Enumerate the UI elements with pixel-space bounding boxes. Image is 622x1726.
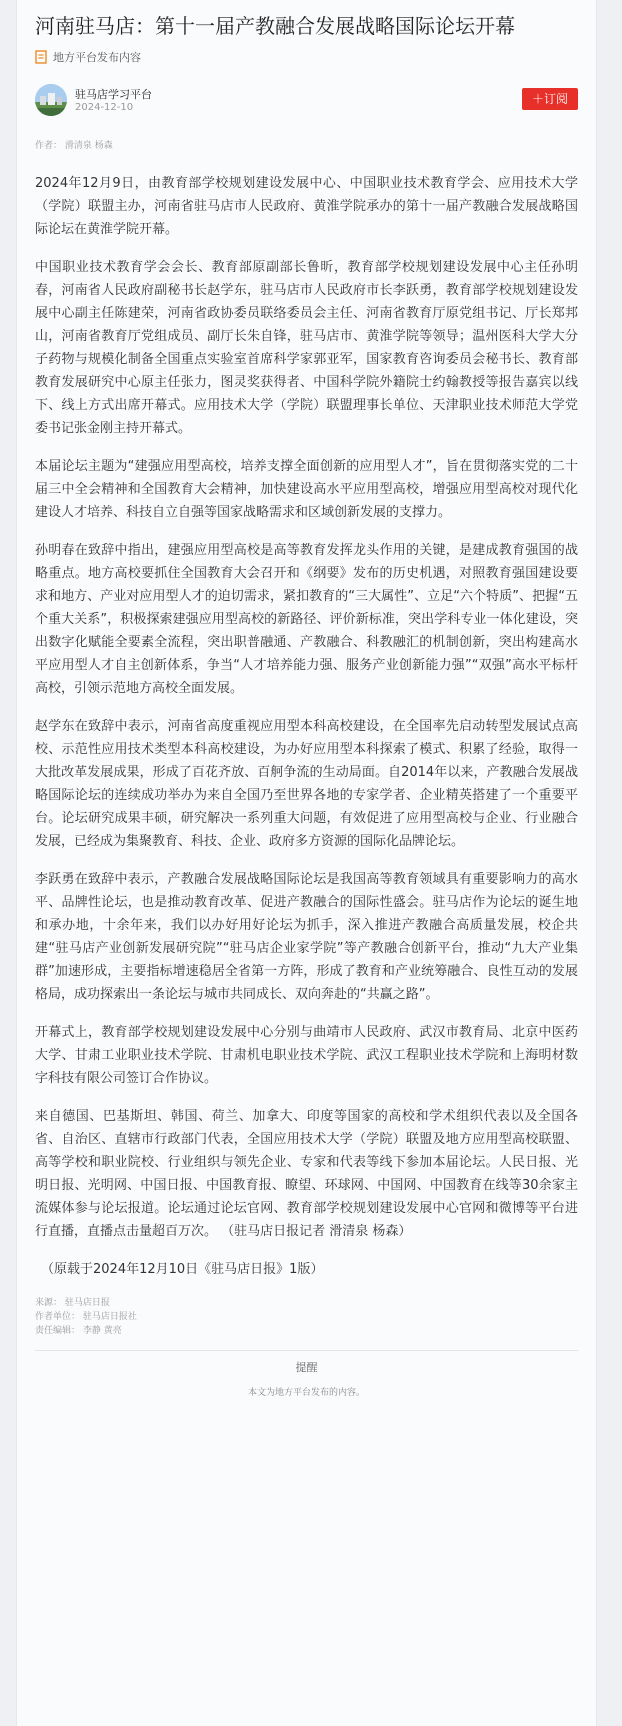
paragraph: 孙明春在致辞中指出，建强应用型高校是高等教育发挥龙头作用的关键，是建成教育强国的战略重点。地方高校要抓住全国教育大会召开和《纲要》发布的历史机遇，对照教育强国建设要求和地方、产业对应用型人才的迫切需求，紧扣教育的“三大属性”、立足“六个特质”、把握“五个重大关系”，积极探索建强应用型高校的新路径、评价新标准，突出学科专业一体化建设，突出数字化赋能全要素全流程，突出职普融通、产教融合、科教融汇的机制创新，突出构建高水平应用型人才自主创新体系，争当“人才培养能力强、服务产业创新能力强”“双强”高水平标杆高校，引领示范地方高校全面发展。 <box>35 543 578 696</box>
article-meta <box>35 1296 578 1338</box>
paragraph: 2024年12月9日，由教育部学校规划建设发展中心、中国职业技术教育学会、应用技术大学（学院）联盟主办，河南省驻马店市人民政府、黄淮学院承办的第十一届产教融合发展战略国际论坛在黄淮学院开幕。 <box>35 176 578 237</box>
article-title: 河南驻马店：第十一届产教融合发展战略国际论坛开幕 <box>35 14 515 38</box>
source-label: 地方平台发布内容 <box>53 51 141 64</box>
meta-source: 来源： 驻马店日报 <box>35 1298 110 1308</box>
paragraph: 中国职业技术教育学会会长、教育部原副部长鲁昕，教育部学校规划建设发展中心主任孙明春，河南省人民政府副秘书长赵学东，驻马店市人民政府市长李跃勇，教育部学校规划建设发展中心副主任陈建荣，河南省政协委员联络委员会主任、河南省教育厅原党组书记、厅长郑邦山，河南省教育厅党组成员、副厅长朱自锋，驻马店市、黄淮学院等领导；温州医科大学大分子药物与规模化制备全国重点实验室首席科学家郭亚军，国家教育咨询委员会秘书长、教育部教育发展研究中心原主任张力，图灵奖获得者、中国科学院外籍院士约翰教授等报告嘉宾以线下、线上方式出席开幕式。应用技术大学（学院）联盟理事长单位、天津职业技术师范大学党委书记张金刚主持开幕式。 <box>35 260 578 436</box>
paragraph: 开幕式上，教育部学校规划建设发展中心分别与曲靖市人民政府、武汉市教育局、北京中医药大学、甘肃工业职业技术学院、甘肃机电职业技术学院、武汉工程职业技术学院和上海明材数字科技有限公司签订合作协议。 <box>35 1025 578 1086</box>
article-authors: 作者： 滑清泉 杨森 <box>35 141 113 151</box>
notice-text: 本文为地方平台发布的内容。 <box>247 1388 365 1398</box>
article-page <box>16 0 597 1726</box>
paragraph: 来自德国、巴基斯坦、韩国、荷兰、加拿大、印度等国家的高校和学术组织代表以及全国各省、自治区、直辖市行政部门代表，全国应用技术大学（学院）联盟及地方应用型高校联盟、高等学校和职业院校、行业组织与领先企业、专家和代表等线下参加本届论坛。人民日报、光明日报、光明网、中国日报、中国教育报、瞭望、环球网、中国网、中国教育在线等30余家主流媒体参与论坛报道。论坛通过论坛官网、教育部学校规划建设发展中心官网和微博等平台进行直播，直播点击量超百万次。 （驻马店日报记者 滑清泉 杨森） <box>35 1109 578 1239</box>
notice-title: 提醒 <box>295 1361 318 1374</box>
publish-date: 2024-12-10 <box>75 102 134 113</box>
source-line <box>35 48 578 66</box>
publisher-row <box>35 84 578 118</box>
paragraph: 赵学东在致辞中表示，河南省高度重视应用型本科高校建设，在全国率先启动转型发展试点高校、示范性应用技术类型本科高校建设，为办好应用型本科探索了模式、积累了经验，取得一大批改革发展成果，形成了百花齐放、百舸争流的生动局面。自2014年以来，产教融合发展战略国际论坛的连续成功举办为来自全国乃至世界各地的专家学者、企业精英搭建了一个重要平台。论坛研究成果丰硕，研究解决一系列重大问题，有效促进了应用型高校与企业、行业融合发展，已经成为集聚教育、科技、企业、政府多方资源的国际化品牌论坛。 <box>35 719 578 849</box>
meta-editor: 责任编辑： 李静 黄亮 <box>35 1326 122 1336</box>
original-source-note: （原载于2024年12月10日《驻马店日报》1版） <box>41 1262 324 1277</box>
paragraph: 李跃勇在致辞中表示，产教融合发展战略国际论坛是我国高等教育领域具有重要影响力的高水平、品牌性论坛，也是推动教育改革、促进产教融合的国际性盛会。驻马店作为论坛的诞生地和承办地，十余年来，我们以办好用好论坛为抓手，深入推进产教融合高质量发展，校企共建“驻马店产业创新发展研究院”“驻马店企业家学院”等产教融合创新平台，推动“九大产业集群”加速形成，主要指标增速稳居全省第一方阵，形成了教育和产业统筹融合、良性互动的发展格局，成功探索出一条论坛与城市共同成长、双向奔赴的“共赢之路”。 <box>35 872 578 1002</box>
divider <box>35 1350 578 1351</box>
meta-author-unit: 作者单位： 驻马店日报社 <box>35 1312 137 1322</box>
article-body <box>35 172 578 1281</box>
publisher-name[interactable]: 驻马店学习平台 <box>75 88 152 101</box>
publisher-avatar[interactable] <box>35 84 67 116</box>
subscribe-button[interactable]: ＋订阅 <box>522 88 578 110</box>
document-icon <box>35 50 47 64</box>
paragraph: 本届论坛主题为“建强应用型高校，培养支撑全面创新的应用型人才”，旨在贯彻落实党的二十届三中全会精神和全国教育大会精神，加快建设高水平应用型高校，增强应用型高校对现代化建设人才培养、科技自立自强等国家战略需求和区域创新发展的支撑力。 <box>35 459 578 520</box>
